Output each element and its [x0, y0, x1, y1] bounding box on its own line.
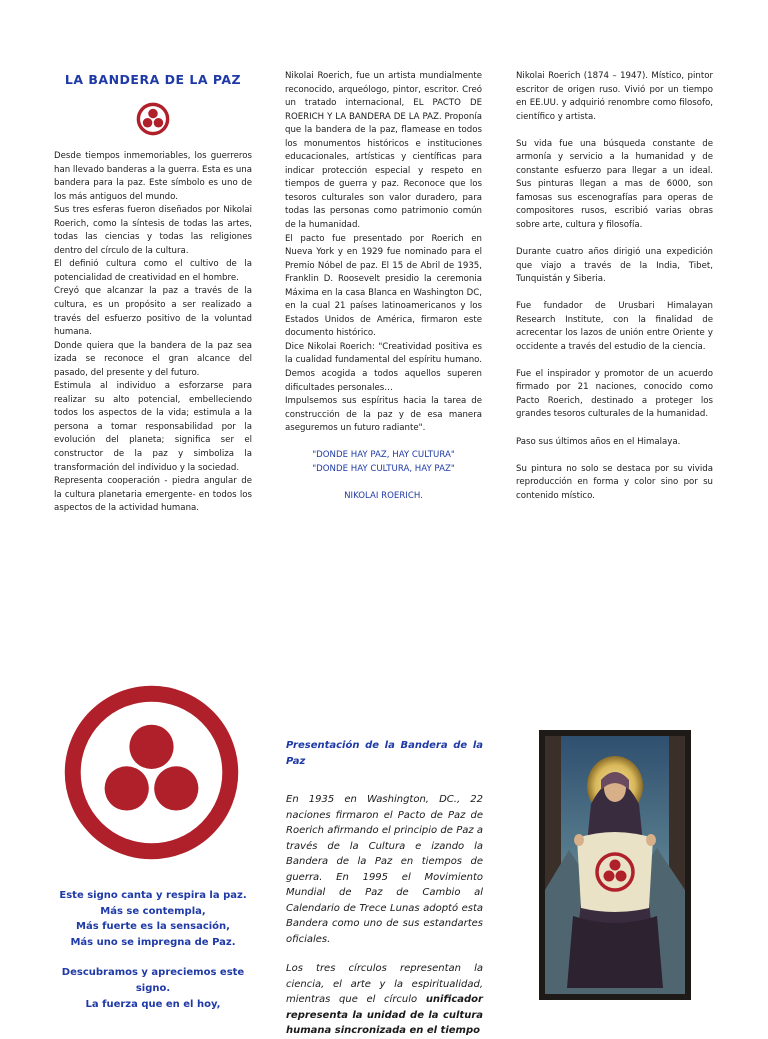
paragraph: En 1935 en Washington, DC., 22 naciones firmaron el Pacto de Paz de Roerich afirmando el principio de Paz a través de la Cultura e izando la Bandera de la Paz en tiempos de guerra. En 1995 el Movimiento Mundial de Paz de Cambio al Calendario de Trece Lunas adoptó esta Bandera como uno de sus estandartes oficiales. [286, 794, 483, 945]
paragraph: Fue fundador de Urusbari Himalayan Research Institute, con la finalidad de acrecentar los lazos de unión entre Oriente y occidente a través del estudio de la ciencia. [516, 301, 713, 352]
paragraph: Fue el inspirador y promotor de un acuerdo firmado por 21 naciones, conocido como Pacto Roerich, destinado a proteger los grandes tesoros culturales de la humanidad. [516, 368, 713, 420]
poem-line: Más fuerte es la sensación, [76, 921, 230, 933]
paragraph: Dice Nikolai Roerich: "Creatividad positiva es la cualidad fundamental del espíritu humano. Demos acogida a todos aquellos superen dificultades personales… [285, 341, 482, 393]
motto-line: "DONDE HAY CULTURA, HAY PAZ" [312, 463, 455, 474]
presentation-title: Presentación de la Bandera de la Paz [286, 740, 483, 767]
poem-line: La fuerza que en el hoy, [85, 998, 221, 1010]
paragraph: El definió cultura como el cultivo de la potencialidad de creatividad en el hombre. [54, 259, 252, 283]
poem-line: Descubramos y apreciemos este signo. [61, 967, 245, 994]
paragraph [286, 961, 483, 1039]
poem-line: Este signo canta y respira la paz. [59, 890, 247, 901]
signature: NIKOLAI ROERICH. [344, 490, 423, 501]
paragraph: Nikolai Roerich (1874 – 1947). Místico, pintor escritor de origen ruso. Vivió por un tiempo en EE.UU. y adquirió renombre como filosofo, científico y artista. [516, 71, 713, 122]
page-title: LA BANDERA DE LA PAZ [64, 72, 242, 87]
paragraph: Su pintura no solo se destaca por su vivida reproducción en forma y color sino por su contenido místico. [516, 463, 713, 501]
paragraph: Paso sus últimos años en el Himalaya. [516, 436, 681, 447]
paragraph: Creyó que alcanzar la paz a través de la cultura, es un propósito a ser realizado a través del esfuerzo positivo de la voluntad humana. [54, 286, 252, 338]
column-pact [285, 70, 482, 503]
paragraph: Nikolai Roerich, fue un artista mundialmente reconocido, arqueólogo, pintor, escritor. Creó un tratado internacional, EL PACTO DE ROERICH Y LA BANDERA DE LA PAZ. Proponía que la bandera de la paz, flamease en todos los monumentos históricos e instituciones educacionales, artísticas y científicas para indicar protección especial y respeto en tiempos de guerra y paz. Reconoce que los tesoros culturales son valor duradero, para todas las personas como patrimonio común de la humanidad. [285, 71, 482, 231]
paragraph: Durante cuatro años dirigió una expedición que viajo a través de la India, Tibet, Tunquistán y Siberia. [516, 247, 713, 285]
madonna-painting [539, 730, 691, 1000]
paragraph: Sus tres esferas fueron diseñados por Nikolai Roerich, como la síntesis de todas las artes, todas las ciencias y todas las religiones dentro del círculo de la cultura. [54, 205, 252, 256]
column-biography [516, 70, 713, 503]
motto-line: "DONDE HAY PAZ, HAY CULTURA" [312, 450, 455, 461]
column-intro [54, 150, 252, 516]
banner-of-peace-large-icon [63, 684, 240, 861]
banner-of-peace-small-icon [136, 102, 170, 136]
bold-text: unificador representa la unidad de la cultura humana sincronizada en el tiempo [286, 994, 483, 1036]
paragraph: Estimula al individuo a esforzarse para realizar su alto potencial, embelleciendo todos los aspectos de la vida; estimula a la persona a tomar responsabilidad por la evolución del planeta; significa ser el constructor de la paz y simboliza la transformación del individuo y la sociedad. [54, 381, 252, 473]
poem-line: Más se contempla, [100, 905, 206, 917]
paragraph: Desde tiempos inmemoriables, los guerreros han llevado banderas a la guerra. Esta es una bandera para la paz. Este símbolo es uno de los más antiguos del mundo. [54, 151, 252, 202]
presentation-section [286, 738, 483, 1039]
text-span: Los tres círculos representan la ciencia, el arte y la espiritualidad, mientras que el círculo [286, 963, 483, 1005]
poem-line: Más uno se impregna de Paz. [70, 936, 236, 948]
paragraph: Donde quiera que la bandera de la paz sea izada se reconoce el gran alcance del pasado, del presente y del futuro. [54, 340, 252, 378]
paragraph: Representa cooperación - piedra angular de la cultura planetaria emergente- en todos los aspectos de la actividad humana. [54, 476, 252, 514]
paragraph: Impulsemos sus espíritus hacia la tarea de construcción de la paz y de esa manera aseguremos un futuro radiante". [285, 396, 482, 434]
paragraph: El pacto fue presentado por Roerich en Nueva York y en 1929 fue nominado para el Premio Nóbel de paz. El 15 de Abril de 1935, Franklin D. Roosevelt presidio la ceremonia Máxima en la casa Blanca en Washington DC, en la cual 21 países latinoamericanos y los Estados Unidos de América, firmaron este documento histórico. [285, 233, 482, 339]
paragraph: Su vida fue una búsqueda constante de armonía y servicio a la humanidad y de constante esfuerzo para llegar a un ideal. Sus pinturas llegan a mas de 6000, son famosas sus escenografías para operas de compositores rusos, escribió varias obras sobre arte, cultura y filosofía. [516, 138, 713, 230]
poem [54, 888, 252, 1012]
